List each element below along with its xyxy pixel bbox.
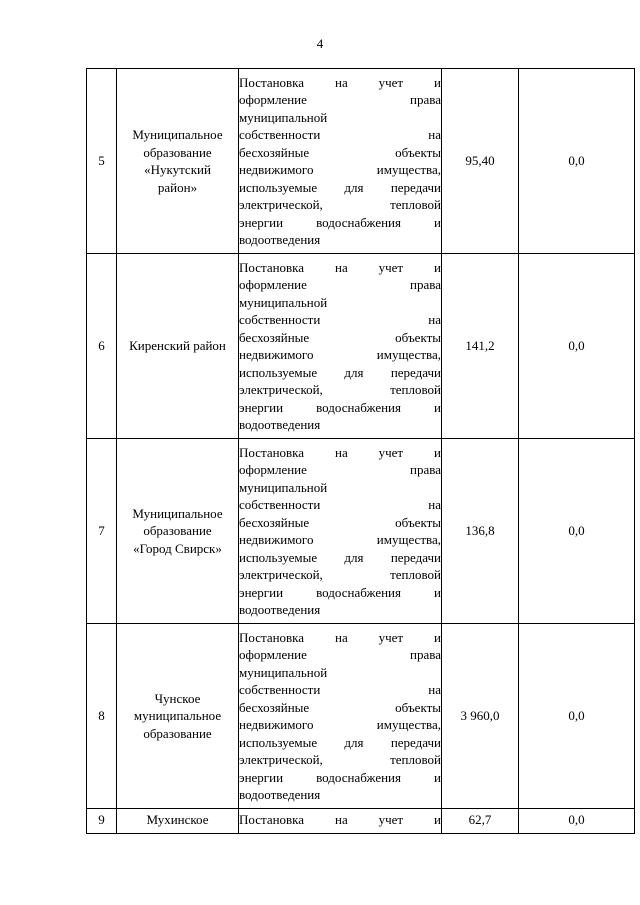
description-word: для [344, 734, 364, 750]
description-line [239, 514, 441, 532]
description-word: на [334, 259, 348, 275]
description-line [239, 329, 441, 347]
description-word: на [428, 682, 441, 697]
description-line [239, 811, 441, 829]
description-word: оформление [239, 277, 307, 292]
description-word: на [334, 629, 348, 645]
description-line [239, 311, 441, 329]
description-word: имущества, [376, 532, 441, 547]
description-word: Постановка [239, 629, 305, 645]
description-line [239, 276, 441, 294]
description-word: тепловой [390, 382, 441, 397]
description-word: передачи [390, 364, 441, 380]
description-line [239, 646, 441, 664]
description-line: муниципальной [239, 479, 328, 495]
municipality-name-line: Киренский район [129, 338, 226, 354]
municipality-name-line: образование [143, 144, 212, 160]
description-word: учет [378, 629, 404, 645]
description-word: и [434, 812, 441, 827]
activity-description [239, 624, 442, 809]
row-number: 5 [87, 69, 117, 254]
funding-amount-secondary: 0,0 [519, 809, 635, 834]
description-line: водоотведения [239, 602, 321, 617]
description-word: Постановка [239, 74, 305, 90]
description-line [239, 769, 441, 787]
description-word: бесхозяйные [239, 329, 310, 345]
page-number: 4 [316, 36, 324, 51]
municipality-name-line: Муниципальное [132, 505, 223, 521]
municipality-name-line: Муниципальное [132, 127, 223, 142]
description-line: водоотведения [239, 787, 321, 802]
description-word: недвижимого [239, 717, 314, 732]
description-word: права [410, 277, 441, 292]
description-line [239, 74, 441, 92]
description-line [239, 381, 441, 399]
description-word: используемые [239, 179, 318, 195]
municipality-name [117, 69, 239, 254]
description-line [239, 751, 441, 769]
funding-amount: 136,8 [442, 439, 519, 624]
description-word: бесхозяйные [239, 699, 310, 715]
table-row [87, 624, 635, 809]
description-word: права [410, 92, 441, 107]
description-word: передачи [390, 549, 441, 565]
description-line [239, 461, 441, 479]
funding-amount: 3 960,0 [442, 624, 519, 809]
description-line [239, 144, 441, 162]
table-row [87, 254, 635, 439]
description-line [239, 179, 441, 197]
description-word: Постановка [239, 259, 305, 275]
description-word: Постановка [239, 444, 305, 460]
description-word: объекты [395, 699, 441, 715]
description-word: оформление [239, 92, 307, 107]
description-word: бесхозяйные [239, 144, 310, 160]
description-line [239, 259, 441, 277]
description-word: и [434, 444, 441, 460]
description-line [239, 214, 441, 232]
description-line [239, 161, 441, 179]
description-line [239, 716, 441, 734]
description-word: на [334, 74, 348, 90]
description-word: учет [378, 812, 404, 827]
municipality-name-line: «Нукутский [144, 162, 211, 177]
description-word: имущества, [376, 347, 441, 362]
funding-amount: 95,40 [442, 69, 519, 254]
description-word: передачи [390, 734, 441, 750]
table-row [87, 69, 635, 254]
description-word: учет [378, 444, 404, 460]
description-line: муниципальной [239, 109, 328, 125]
description-word: тепловой [390, 567, 441, 582]
municipality-name-line: Мухинское [146, 812, 209, 827]
row-number: 8 [87, 624, 117, 809]
description-line [239, 629, 441, 647]
description-word: энергии [239, 584, 284, 600]
funding-amount: 62,7 [442, 809, 519, 834]
description-line [239, 399, 441, 417]
municipality-name-line: «Город Свирск» [133, 540, 222, 556]
description-word: тепловой [390, 752, 441, 767]
row-number: 7 [87, 439, 117, 624]
description-word: и [434, 769, 441, 785]
description-word: для [344, 364, 364, 380]
municipality-name [117, 439, 239, 624]
row-number: 6 [87, 254, 117, 439]
description-line [239, 531, 441, 549]
description-word: тепловой [390, 197, 441, 212]
description-word: электрической, [239, 752, 323, 767]
description-word: недвижимого [239, 347, 314, 362]
description-word: собственности [239, 127, 321, 142]
table-row [87, 809, 635, 834]
description-word: для [344, 179, 364, 195]
municipality-name [117, 624, 239, 809]
description-word: объекты [395, 329, 441, 345]
description-word: и [434, 259, 441, 275]
description-line: водоотведения [239, 232, 321, 247]
municipality-name-line: образование [143, 523, 212, 539]
description-word: электрической, [239, 197, 323, 212]
municipality-name-line: район» [157, 179, 198, 195]
description-line: муниципальной [239, 664, 328, 680]
funding-amount: 141,2 [442, 254, 519, 439]
funding-amount-secondary: 0,0 [519, 254, 635, 439]
municipality-name-line: образование [143, 725, 212, 741]
description-word: оформление [239, 647, 307, 662]
description-word: энергии [239, 214, 284, 230]
description-line [239, 566, 441, 584]
description-word: права [410, 462, 441, 477]
description-word: водоснабжения [316, 584, 401, 600]
description-word: учет [378, 74, 404, 90]
description-line [239, 699, 441, 717]
activity-description [239, 254, 442, 439]
description-word: на [428, 497, 441, 512]
description-word: используемые [239, 364, 318, 380]
description-line [239, 196, 441, 214]
funding-amount-secondary: 0,0 [519, 624, 635, 809]
description-line [239, 126, 441, 144]
description-word: собственности [239, 312, 321, 327]
funding-amount-secondary: 0,0 [519, 69, 635, 254]
description-line [239, 91, 441, 109]
description-word: оформление [239, 462, 307, 477]
description-line [239, 734, 441, 752]
description-word: используемые [239, 734, 318, 750]
activity-description [239, 439, 442, 624]
activity-description [239, 69, 442, 254]
description-word: водоснабжения [316, 769, 401, 785]
description-word: на [428, 312, 441, 327]
description-word: используемые [239, 549, 318, 565]
municipality-name [117, 809, 239, 834]
description-line [239, 364, 441, 382]
description-word: учет [378, 259, 404, 275]
description-line [239, 549, 441, 567]
description-line: муниципальной [239, 294, 328, 310]
description-word: и [434, 629, 441, 645]
municipality-name-line: муниципальное [133, 708, 222, 724]
description-line: водоотведения [239, 417, 321, 432]
row-number: 9 [87, 809, 117, 834]
description-line [239, 444, 441, 462]
description-word: энергии [239, 769, 284, 785]
description-word: собственности [239, 682, 321, 697]
description-word: водоснабжения [316, 399, 401, 415]
description-word: на [428, 127, 441, 142]
description-word: электрической, [239, 382, 323, 397]
data-table [86, 68, 635, 834]
description-word: электрической, [239, 567, 323, 582]
description-line [239, 346, 441, 364]
description-word: объекты [395, 144, 441, 160]
description-word: на [334, 444, 348, 460]
description-line [239, 584, 441, 602]
table-row [87, 439, 635, 624]
description-word: объекты [395, 514, 441, 530]
description-word: на [334, 812, 348, 827]
description-line [239, 681, 441, 699]
activity-description [239, 809, 442, 834]
description-word: собственности [239, 497, 321, 512]
description-word: права [410, 647, 441, 662]
description-word: недвижимого [239, 162, 314, 177]
municipality-name [117, 254, 239, 439]
funding-amount-secondary: 0,0 [519, 439, 635, 624]
description-word: и [434, 584, 441, 600]
description-word: имущества, [376, 717, 441, 732]
description-word: и [434, 74, 441, 90]
description-word: и [434, 399, 441, 415]
description-line [239, 496, 441, 514]
description-word: водоснабжения [316, 214, 401, 230]
description-word: для [344, 549, 364, 565]
municipality-name-line: Чунское [154, 690, 201, 706]
description-word: недвижимого [239, 532, 314, 547]
description-word: передачи [390, 179, 441, 195]
description-word: Постановка [239, 812, 305, 827]
description-word: и [434, 214, 441, 230]
description-word: бесхозяйные [239, 514, 310, 530]
description-word: энергии [239, 399, 284, 415]
description-word: имущества, [376, 162, 441, 177]
